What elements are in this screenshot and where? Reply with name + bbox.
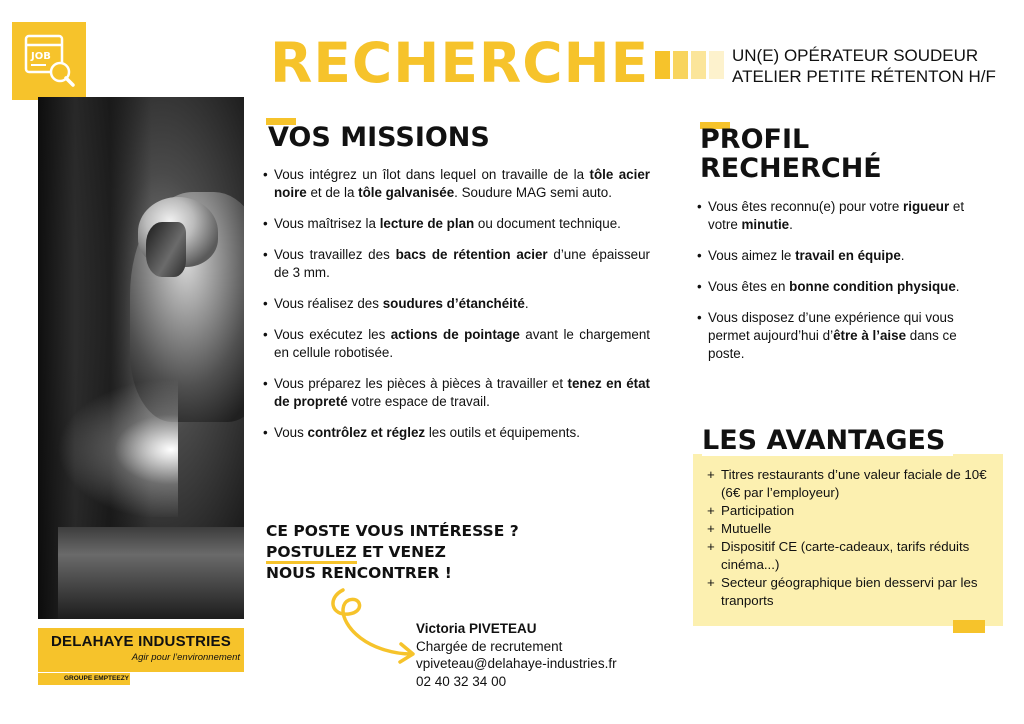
bullet-text: . — [789, 217, 793, 232]
job-title-line2: ATELIER PETITE RÉTENTON H/F — [732, 67, 996, 86]
cta-line2 — [266, 542, 519, 563]
avantage-item: + Participation — [707, 502, 991, 520]
job-tab — [12, 22, 86, 100]
bullet-item — [696, 278, 992, 296]
cta-line3: NOUS RENCONTRER ! — [266, 564, 452, 582]
bullet-text-bold: rigueur — [903, 199, 950, 214]
avantage-item: + Titres restaurants d’une valeur faciale de 10€ (6€ par l’employeur) — [707, 466, 991, 502]
contact-email[interactable]: vpiveteau@delahaye-industries.fr — [416, 656, 617, 671]
avantage-item: + Secteur géographique bien desservi par les tranports — [707, 574, 991, 610]
company-logo-tagline: Agir pour l’environnement — [131, 652, 240, 663]
bullet-text: ou document technique. — [474, 216, 621, 231]
bullet-text-bold: bacs de rétention acier — [395, 247, 548, 262]
cta-postulez: POSTULEZ — [266, 543, 357, 564]
decor-square — [673, 51, 688, 79]
bullet-item — [262, 424, 650, 442]
bullet-text: et de la — [306, 185, 359, 200]
avantages-accent-bar — [953, 620, 985, 633]
avantages-list — [707, 466, 991, 610]
bullet-item — [696, 198, 992, 234]
bullet-text: Vous intégrez un îlot dans lequel on travaille de la — [274, 167, 590, 182]
profil-list — [696, 198, 992, 376]
bullet-text-bold: tôle galvanisée — [358, 185, 455, 200]
bullet-text: . — [900, 248, 905, 263]
bullet-text: et votre — [708, 199, 965, 232]
contact-role: Chargée de recrutement — [416, 638, 563, 654]
bullet-text: d’une épaisseur de 3 mm. — [274, 247, 650, 280]
call-to-action — [266, 521, 519, 584]
job-search-icon — [24, 34, 76, 88]
contact-block — [416, 620, 617, 690]
bullet-text: les outils et équipements. — [425, 425, 580, 440]
bullet-text: avant le chargement en cellule robotisée. — [274, 327, 650, 360]
avantage-item: + Dispositif CE (carte-cadeaux, tarifs réduits cinéma...) — [707, 538, 991, 574]
missions-heading: VOS MISSIONS — [268, 122, 490, 153]
bullet-item — [262, 295, 650, 313]
contact-name: Victoria PIVETEAU — [416, 621, 537, 636]
profil-heading-line1: PROFIL — [700, 124, 810, 155]
avantages-heading: LES AVANTAGES — [702, 424, 953, 456]
svg-text:JOB: JOB — [31, 51, 51, 62]
missions-list — [262, 166, 650, 455]
avantage-item: + Mutuelle — [707, 520, 991, 538]
company-group-label: GROUPE EMPTEEZY — [38, 673, 130, 685]
bullet-text: . — [524, 296, 529, 311]
contact-phone[interactable]: 02 40 32 34 00 — [416, 673, 507, 689]
curly-arrow-icon — [325, 588, 425, 666]
bullet-text-bold: bonne condition physique — [789, 279, 956, 294]
bullet-text: votre espace de travail. — [347, 394, 490, 409]
company-logo-name: DELAHAYE INDUSTRIES — [51, 633, 231, 650]
page-title: RECHERCHE — [270, 31, 650, 95]
bullet-item — [262, 375, 650, 411]
decor-square — [709, 51, 724, 79]
bullet-text: Vous aimez le — [708, 248, 796, 263]
bullet-text: Vous travaillez des — [274, 247, 396, 262]
welder-photo — [38, 97, 244, 619]
bullet-text-bold: travail en équipe — [795, 248, 901, 263]
bullet-item — [696, 247, 992, 265]
cta-line1: CE POSTE VOUS INTÉRESSE ? — [266, 522, 519, 540]
bullet-item — [262, 326, 650, 362]
bullet-text-bold: tôle acier noire — [274, 167, 650, 200]
bullet-text: Vous êtes en — [708, 279, 790, 294]
job-title-line1: UN(E) OPÉRATEUR SOUDEUR — [732, 46, 979, 65]
bullet-item — [262, 246, 650, 282]
bullet-item — [696, 309, 992, 363]
bullet-text-bold: contrôlez et réglez — [307, 425, 426, 440]
bullet-item — [262, 215, 650, 233]
bullet-text-bold: lecture de plan — [379, 216, 475, 231]
bullet-text: Vous réalisez des — [274, 296, 383, 311]
bullet-text: . Soudure MAG semi auto. — [454, 185, 612, 200]
bullet-text: Vous préparez les pièces à pièces à travailler et — [274, 376, 568, 391]
cta-line2-rest: ET VENEZ — [356, 543, 446, 561]
decor-square — [655, 51, 670, 79]
bullet-text-bold: soudures d’étanchéité — [382, 296, 525, 311]
bullet-text-bold: tenez en état de propreté — [274, 376, 651, 409]
bullet-text: Vous disposez d’une expérience qui vous permet aujourd’hui d’ — [708, 310, 954, 343]
bullet-text: Vous — [274, 425, 308, 440]
bullet-text: dans ce poste. — [708, 328, 957, 361]
bullet-text: . — [955, 279, 960, 294]
decor-square — [691, 51, 706, 79]
bullet-text: Vous maîtrisez la — [274, 216, 380, 231]
bullet-text: Vous êtes reconnu(e) pour votre — [708, 199, 904, 214]
profil-heading-line2: RECHERCHÉ — [700, 153, 882, 184]
bullet-text-bold: minutie — [741, 217, 790, 232]
bullet-text: Vous exécutez les — [274, 327, 391, 342]
bullet-item — [262, 166, 650, 202]
bullet-text-bold: être à l’aise — [833, 328, 907, 343]
bullet-text-bold: actions de pointage — [390, 327, 520, 342]
